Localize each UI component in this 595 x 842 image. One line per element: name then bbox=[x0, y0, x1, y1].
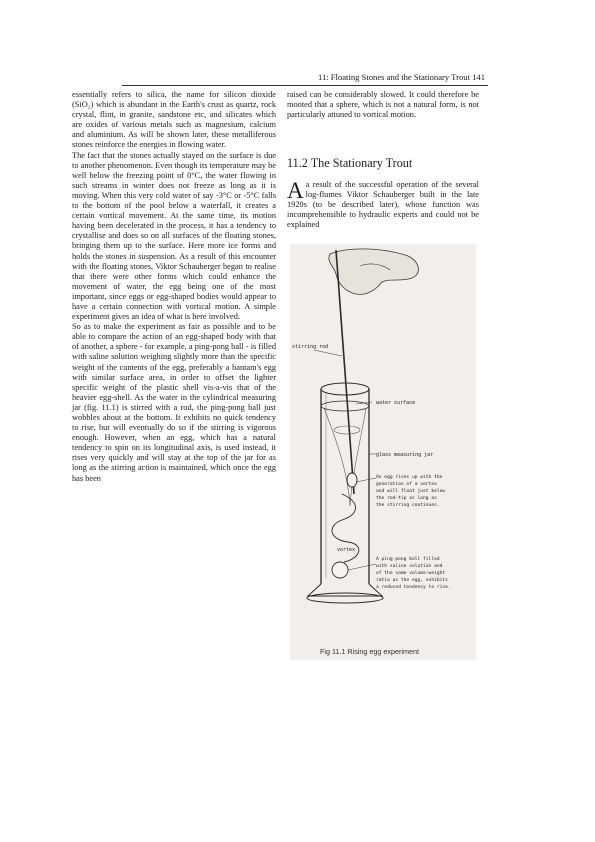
dropcap-paragraph bbox=[287, 180, 479, 230]
label-egg-rises-4: the rod-tip as long as bbox=[376, 496, 437, 501]
paragraph: essentially refers to silica, the name for silicon dioxide (SiO₂) which is abundant in the Earth's crust as quartz, rock crystal, flint, in granite, sandstone etc, and silicates which are oxides of various metals such as magnesium, calcium and aluminium. As will be shown later, these metalliferous stones reinforce the energies in flowing water. bbox=[72, 90, 276, 150]
label-ping-pong-5: a reduced tendency to rise. bbox=[376, 585, 451, 590]
paragraph: The fact that the stones actually stayed on the surface is due to another phenomenon. Even though its temperature may be well below the freezing point of 0°C, the water flowing in such streams in winter does not freeze as long as it is moving. When this very cold water of say -3°C or -5°C falls to the bottom of the pool below a waterfall, it creates a certain vortical movement. At the same time, its motion having been decelerated in the process, it has a tendency to crystallise and does so on all surfaces of the floating stones, bringing them up to the surface. Here more ice forms and holds the stones in suspension. As a result of this encounter with the floating stones, Viktor Schauberger began to realise that there were other forms which could enhance the movement of water, the egg being one of the most important, since eggs or egg-shaped bodies would appear to have a certain connection with vortical motion. A simple experiment gives an idea of what is here involved. bbox=[72, 150, 276, 322]
header-rule bbox=[122, 85, 488, 86]
label-ping-pong-2: with saline solution and bbox=[376, 564, 443, 569]
label-water-surface: water surface bbox=[376, 400, 416, 406]
paragraph bbox=[287, 180, 479, 230]
label-ping-pong-4: ratio as the egg, exhibits bbox=[376, 578, 448, 583]
section-heading: 11.2 The Stationary Trout bbox=[287, 156, 413, 170]
figure-illustration bbox=[290, 244, 476, 660]
paragraph: So as to make the experiment as fair as possible and to be able to compare the action of an egg-shaped body with that of another, a sphere - for example, a ping-pong ball - is filled with saline solution weighing slightly more than the specific weight of the contents of the egg, preferably a bantam's egg with similar surface area, in order to offset the lighter specific weight of the plastic shell vis-a-vis that of the heavier egg-shell. As the water in the cylindrical measuring jar (fig. 11.1) is stirred with a rod, the ping-pong ball just wobbles about at the bottom. It exhibits no quick tendency to rise, but will eventually do so if the stirring is vigorous enough. However, when an egg, which has a natural tendency to spin on its longitudinal axis, is used instead, it rises very quickly and will stay at the top of the jar for as long as the stirring action is maintained, which once the egg has been bbox=[72, 322, 276, 483]
label-egg-rises-3: and will float just below bbox=[376, 489, 446, 494]
ping-pong-ball-drawing bbox=[332, 562, 348, 578]
egg-drawing bbox=[347, 473, 357, 487]
running-head: 11: Floating Stones and the Stationary Trout 141 bbox=[317, 72, 485, 82]
label-egg-rises-1: An egg rises up with the bbox=[376, 475, 443, 480]
label-glass-jar: glass measuring jar bbox=[376, 452, 434, 458]
left-column bbox=[72, 90, 276, 484]
label-egg-rises-2: generation of a vortex bbox=[376, 482, 437, 487]
dropcap-letter: A bbox=[287, 178, 304, 203]
label-vortex: vortex bbox=[337, 547, 356, 553]
figure-rising-egg bbox=[290, 244, 476, 660]
paragraph: raised can be considerably slowed. It could therefore be mooted that a sphere, which is not a natural form, is not particularly attuned to vortical motion. bbox=[287, 90, 479, 120]
right-column-top bbox=[287, 90, 479, 120]
label-ping-pong-1: A ping-pong ball filled bbox=[376, 557, 440, 562]
label-egg-rises-5: the stirring continues. bbox=[376, 503, 440, 508]
label-ping-pong-3: of the same volume:weight bbox=[376, 571, 446, 576]
figure-caption: Fig 11.1 Rising egg experiment bbox=[320, 647, 419, 656]
dropcap-text: a result of the successful operation of the several log-flumes Viktor Schauberger built in the late 1920s (to be described later), whose function was incomprehensible to hydraulic experts and could not be explained bbox=[287, 180, 479, 230]
label-stirring-rod: stirring rod bbox=[292, 344, 329, 350]
